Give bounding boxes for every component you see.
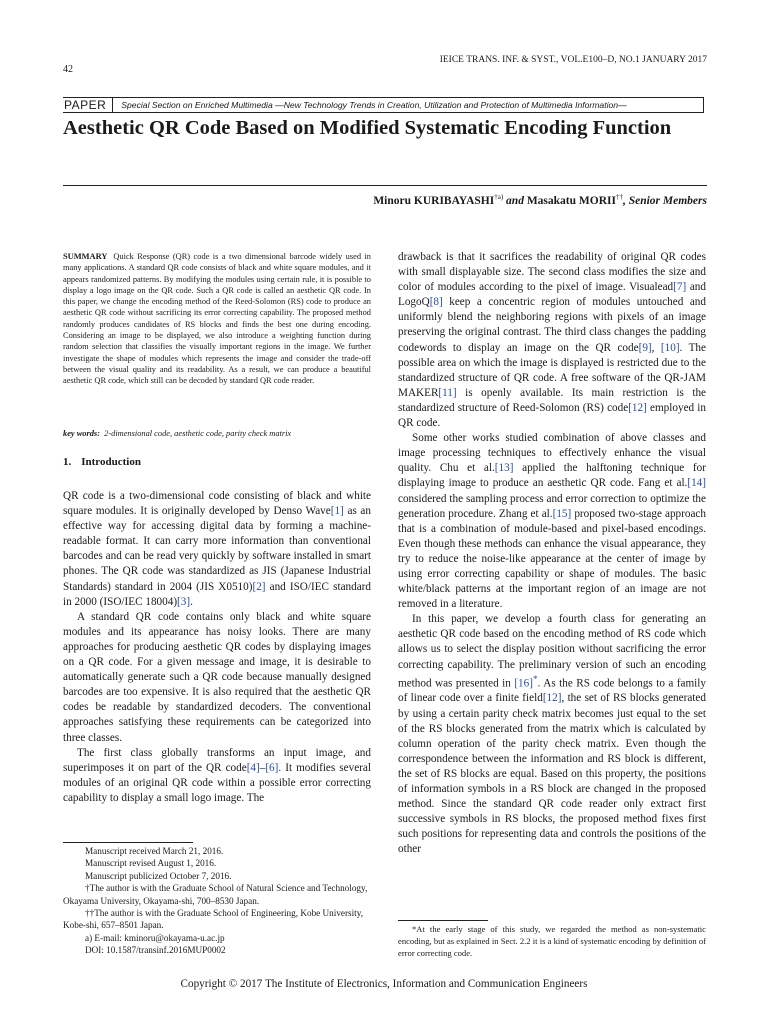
text-run: .	[190, 595, 193, 608]
text-run: . The possible area on which the image is displayed is restricted due to the standardized structure of QR code. A free software of the QR-JAM MAKER	[398, 341, 706, 399]
text-run: , the set of RS blocks generated by using a certain parity check matrix becomes just equal to the set of the RS blocks generated from the matrix which is calculated by column operation of the parity check matrix. Even though the correspondence between the information and RS block is different, the set of RS blocks are equal. Based on this property, the positions of information symbols in a RS block are changed in the proposed method. Since the standard QR code reader only extract first successive symbols in RS blocks, the proposed method fixes first such positions for representing data and controls the positions of the other	[398, 692, 706, 856]
copyright: Copyright © 2017 The Institute of Electronics, Information and Communication Engineers	[180, 978, 588, 990]
right-paragraph-2	[398, 431, 706, 612]
citation-link[interactable]: [10]	[660, 341, 680, 354]
text-run: In this paper, we develop a fourth class for generating an aesthetic QR code based on the encoding method of RS code which allows us to select the display position without sacrificing the error correcting capability. The preliminary version of such an encoding method was presented in	[398, 613, 706, 690]
text-run: and LogoQ	[398, 281, 706, 309]
footnote-mark[interactable]: *	[532, 674, 538, 685]
title-rule	[63, 185, 707, 186]
author-2-marks: ††	[615, 193, 623, 201]
citation-link[interactable]: [13]	[494, 462, 514, 475]
affiliation-2: ††The author is with the Graduate School of Engineering, Kobe University, Kobe-shi, 657–8501 Japan.	[63, 908, 364, 931]
right-paragraph-1	[398, 250, 706, 431]
citation-link[interactable]: [8]	[429, 296, 443, 309]
text-run: QR code is a two-dimensional code consisting of black and white square modules. It is originally developed by Denso Wave	[63, 490, 371, 518]
right-column-text	[398, 250, 706, 857]
intro-paragraph-1	[63, 489, 371, 610]
text-run: drawback is that it sacrifices the readability of original QR codes with small displayable size. The second class modifies the size and color of modules according to the pixel of image. Visualead	[398, 251, 706, 294]
abstract-text: Quick Response (QR) code is a two dimensional barcode widely used in many applications. A standard QR code consists of black and white square modules, and it appears randomized patterns. By modifying the modules using certain rule, it is possible to display a logo image on the QR code. Such a QR code is called an aesthetic QR code. In this paper, we change the encoding method of the Reed-Solomon (RS) code to produce an aesthetic QR code without sacrificing its error correcting capability. The proposed method randomly produces candidates of RS blocks and finds the best one during encoding. Considering an image to be displayed, we also introduce a weighting function during random selection that classifies the visually important regions in the image. We further investigate the shape of modules which represents the image and consider the trade-off between the visual quality and its readability. As a result, we can produce a beautiful aesthetic QR code, which still can be decoded by standard QR code reader.	[63, 252, 371, 386]
citation-link[interactable]: [4]	[246, 761, 260, 774]
text-run: keep a concentric region of modules untouched and uniformly blend the neighboring regions with pixels of an image preserving the original contrast. The third class changes the padding codewords to display an image on the QR code	[398, 296, 706, 354]
section-bar	[63, 97, 704, 113]
text-run: employed in QR code.	[398, 401, 706, 430]
section-title: Introduction	[81, 456, 141, 468]
author-2: Masakatu MORII	[526, 194, 616, 207]
authors-and: and	[503, 194, 527, 207]
footnote-rule	[63, 842, 193, 843]
manuscript-revised: Manuscript revised August 1, 2016.	[85, 858, 217, 869]
author-1-marks: †a)	[494, 193, 504, 201]
citation-link[interactable]: [15]	[552, 507, 572, 520]
citation-link[interactable]: [1]	[330, 505, 344, 518]
text-run: ,	[651, 341, 661, 354]
footnotes-left	[63, 842, 371, 957]
citation-link[interactable]: [12]	[628, 401, 647, 414]
page-number: 42	[63, 64, 73, 75]
citation-link[interactable]: [6]	[265, 761, 279, 774]
text-run: as an effective way for accessing digital data by forming a machine-readable format. It can carry more information than conventional barcodes and can be read very quickly by software installed in smart phones. The QR code was standardized as JIS (Japanese Industrial Standards) standard in 2004 (JIS X0510)	[63, 505, 371, 593]
doi: DOI: 10.1587/transinf.2016MUP0002	[85, 945, 226, 956]
section-number: 1.	[63, 456, 72, 468]
journal-header: IEICE TRANS. INF. & SYST., VOL.E100–D, NO.1 JANUARY 2017	[439, 55, 707, 65]
text-run: –	[259, 761, 266, 774]
footnote-rule	[398, 920, 488, 921]
text-run: is openly available. Its main restriction is the standardized structure of Reed-Solomon (RS) code	[398, 386, 706, 414]
citation-link[interactable]: [11]	[438, 386, 457, 399]
right-paragraph-3	[398, 612, 706, 857]
citation-link[interactable]: [16]	[514, 677, 533, 690]
manuscript-received: Manuscript received March 21, 2016.	[85, 846, 224, 856]
affiliation-1: †The author is with the Graduate School of Natural Science and Technology, Okayama University, Okayama-shi, 700–8530 Japan.	[63, 883, 368, 906]
intro-paragraph-3	[63, 746, 371, 806]
section-heading	[63, 456, 371, 468]
intro-paragraph-2: A standard QR code contains only black and white square modules and its appearance has noisy looks. There are many approaches for producing aesthetic QR codes by displaying images on a QR code. For a given message and image, it is desirable to automatically generate such a QR code because manually designed barcodes are too expensive. It is also required that the aesthetic QR codes be readable by standardized decoders. The conventional approaches satisfying these requirements can be categorized into three classes.	[63, 610, 371, 744]
text-run: considered the sampling process and error correction to optimize the generation procedure. Zhang et al.	[398, 492, 706, 520]
paper-label: PAPER	[63, 98, 113, 112]
text-run: Some other works studied combination of above classes and image processing techniques to effectively enhance the visual quality. Chu et al.	[398, 432, 706, 475]
text-run: The first class globally transforms an input image, and superimposes it on part of the QR code	[63, 746, 371, 774]
paper-title: Aesthetic QR Code Based on Modified Systematic Encoding Function	[63, 117, 672, 139]
abstract	[63, 251, 371, 387]
footnote-right-text: *At the early stage of this study, we regarded the method as non-systematic encoding, but as explained in Sect. 2.2 it is a kind of systematic encoding by definition of error correcting code.	[398, 924, 706, 958]
special-section-text: Special Section on Enriched Multimedia —New Technology Trends in Creation, Utilization and Protection of Multimedia Information—	[121, 100, 627, 110]
text-run: . As the RS code belongs to a family of linear code over a finite field	[398, 677, 706, 705]
author-1: Minoru KURIBAYASHI	[373, 194, 495, 207]
text-run: and ISO/IEC standard in 2000 (ISO/IEC 18004)	[63, 580, 372, 608]
citation-link[interactable]: [7]	[673, 281, 687, 294]
citation-link[interactable]: [14]	[687, 477, 706, 490]
citation-link[interactable]: [9]	[638, 341, 652, 354]
citation-link[interactable]: [12]	[542, 692, 562, 705]
footnote-right	[398, 920, 706, 959]
citation-link[interactable]: [3]	[177, 595, 191, 608]
email: a) E-mail: kminoru@okayama-u.ac.jp	[85, 932, 225, 943]
keywords	[63, 428, 371, 439]
citation-link[interactable]: [2]	[252, 580, 266, 593]
keywords-text: 2-dimensional code, aesthetic code, parity check matrix	[104, 429, 292, 438]
text-run: . It modifies several modules of an original QR code within a possible error correcting capability to display a small logo image. The	[63, 761, 371, 804]
abstract-label: SUMMARY	[63, 252, 108, 261]
text-run: proposed two-stage approach that is a combination of module-based and pixel-based encodings. Even though these methods can enhance the visual appearance, they try to reduce the noise-like appearance at the center of image by using error correcting capability or shape of modules. The basic white/black patterns at the important region of an image are not removed in a literature.	[398, 507, 706, 611]
introduction-text	[63, 489, 371, 806]
author-role: , Senior Members	[622, 194, 707, 207]
text-run: applied the halftoning technique for displaying image to produce an aesthetic QR code. Fang et al.	[398, 462, 706, 490]
authors-line	[373, 193, 707, 207]
manuscript-publicized: Manuscript publicized October 7, 2016.	[85, 870, 232, 881]
keywords-label: key words:	[63, 429, 100, 438]
